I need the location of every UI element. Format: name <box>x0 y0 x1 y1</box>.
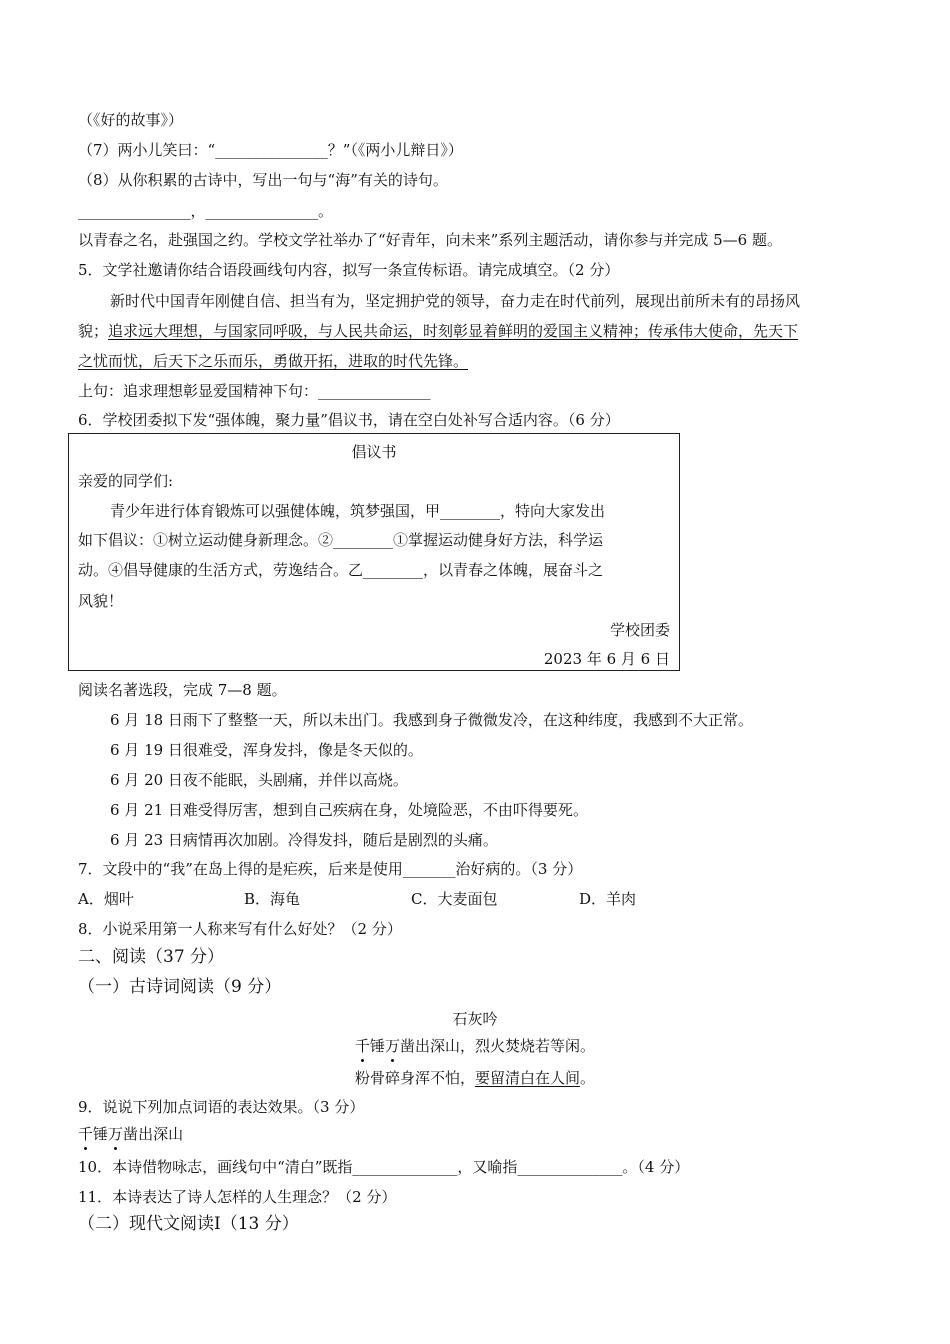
question-8-prompt: （8）从你积累的古诗中，写出一句与“海”有关的诗句。 <box>78 171 448 189</box>
slogan-fill: 上句：追求理想彰显爱国精神下句：_______________ <box>78 382 431 400</box>
proposal-body-line: 青少年进行体育锻炼可以强健体魄，筑梦强国，甲________，特向大家发出 <box>110 502 606 520</box>
dotted-char: 万 <box>384 1037 400 1055</box>
diary-line: 6 月 20 日夜不能眠，头剧痛，并伴以高烧。 <box>110 771 408 789</box>
diary-line: 6 月 21 日难受得厉害，想到自己疾病在身，处境险恶，不由吓得要死。 <box>110 801 588 819</box>
subsection-title: （一）古诗词阅读（9 分） <box>78 977 282 997</box>
poem-char: 凿 <box>400 1037 416 1055</box>
question-6: 6．学校团委拟下发“强体魄，聚力量”倡议书，请在空白处补写合适内容。（6 分） <box>78 411 620 429</box>
phrase-char: 锤 <box>93 1125 109 1143</box>
dotted-char: 万 <box>108 1125 124 1143</box>
proposal-title: 倡议书 <box>351 443 397 461</box>
dotted-char: 千 <box>78 1125 94 1143</box>
diary-line: 6 月 18 日雨下了整整一天，所以未出门。我感到身子微微发冷，在这种纬度，我感到不大正常。 <box>110 711 753 729</box>
option-c: C．大麦面包 <box>411 890 498 908</box>
question-7: 7．文段中的“我”在岛上得的是疟疾，后来是使用_______治好病的。（3 分） <box>78 860 583 878</box>
proposal-box <box>68 433 680 671</box>
section-title: 二、阅读（37 分） <box>78 947 225 967</box>
reading-intro: 阅读名著选段，完成 7—8 题。 <box>78 681 287 699</box>
question-7-fill: （7）两小儿笑曰：“_______________？”（《两小儿辩日》） <box>78 141 463 159</box>
question-8: 8．小说采用第一人称来写有什么好处？（2 分） <box>78 920 402 938</box>
subsection-title: （二）现代文阅读Ⅰ（13 分） <box>78 1214 299 1234</box>
passage-line: 新时代中国青年刚健自信、担当有为，坚定拥护党的领导，奋力走在时代前列，展现出前所未有的昂扬风 <box>110 292 801 310</box>
proposal-greeting: 亲爱的同学们: <box>78 472 174 490</box>
text-line: （《好的故事》） <box>78 111 184 129</box>
poem-text: 出深山，烈火焚烧若等闲。 <box>415 1037 596 1055</box>
proposal-signer: 学校团委 <box>609 621 670 639</box>
poem-title: 石灰吟 <box>452 1010 498 1028</box>
option-a: A．烟叶 <box>78 890 134 908</box>
option-b: B．海龟 <box>244 890 301 908</box>
poem-line <box>0 1036 950 1056</box>
phrase-char: 凿 <box>123 1125 139 1143</box>
answer-blank-line: _______________，_______________。 <box>78 202 334 220</box>
poem-char: 锤 <box>369 1037 385 1055</box>
question-11: 11．本诗表达了诗人怎样的人生理念？（2 分） <box>78 1188 397 1206</box>
option-d: D．羊肉 <box>579 890 637 908</box>
diary-line: 6 月 19 日很难受，浑身发抖，像是冬天似的。 <box>110 741 423 759</box>
question-5: 5．文学社邀请你结合语段画线句内容，拟写一条宣传标语。请完成填空。（2 分） <box>78 261 620 279</box>
phrase-text: 出深山 <box>138 1125 184 1143</box>
proposal-body-line: 如下倡议：①树立运动健身新理念。②________①掌握运动健身好方法，科学运 <box>78 531 604 549</box>
poem-text: 。 <box>580 1069 596 1087</box>
proposal-body-line: 风貌！ <box>78 592 124 610</box>
proposal-date: 2023 年 6 月 6 日 <box>543 650 670 668</box>
poem-text: 粉骨碎身浑不怕， <box>354 1069 475 1087</box>
question-9: 9．说说下列加点词语的表达效果。（3 分） <box>78 1098 365 1116</box>
dotted-char: 千 <box>354 1037 370 1055</box>
underlined-poem-phrase: 要留清白在人间 <box>474 1069 580 1087</box>
proposal-body-line: 动。④倡导健康的生活方式，劳逸结合。乙________，以青春之体魄，展奋斗之 <box>78 561 604 579</box>
question-10: 10．本诗借物咏志，画线句中“清白”既指______________，又喻指______________。（4 分） <box>78 1158 690 1176</box>
underlined-sentence: 追求远大理想，与国家同呼吸，与人民共命运，时刻彰显着鲜明的爱国主义精神；传承伟大使命，先天下 <box>108 322 799 340</box>
diary-line: 6 月 23 日病情再次加剧。冷得发抖，随后是剧烈的头痛。 <box>110 831 498 849</box>
poem-line <box>0 1068 950 1088</box>
underlined-sentence: 之忧而忧，后天下之乐而乐，勇做开拓，进取的时代先锋。 <box>78 352 469 370</box>
activity-intro: 以青春之名，赴强国之约。学校文学社举办了“好青年，向未来”系列主题活动，请你参与并完成 5—6 题。 <box>78 231 782 249</box>
passage-text: 貌； <box>78 322 109 340</box>
question-7-options <box>78 889 636 909</box>
question-9-phrase <box>78 1124 183 1144</box>
passage-line <box>78 321 798 341</box>
